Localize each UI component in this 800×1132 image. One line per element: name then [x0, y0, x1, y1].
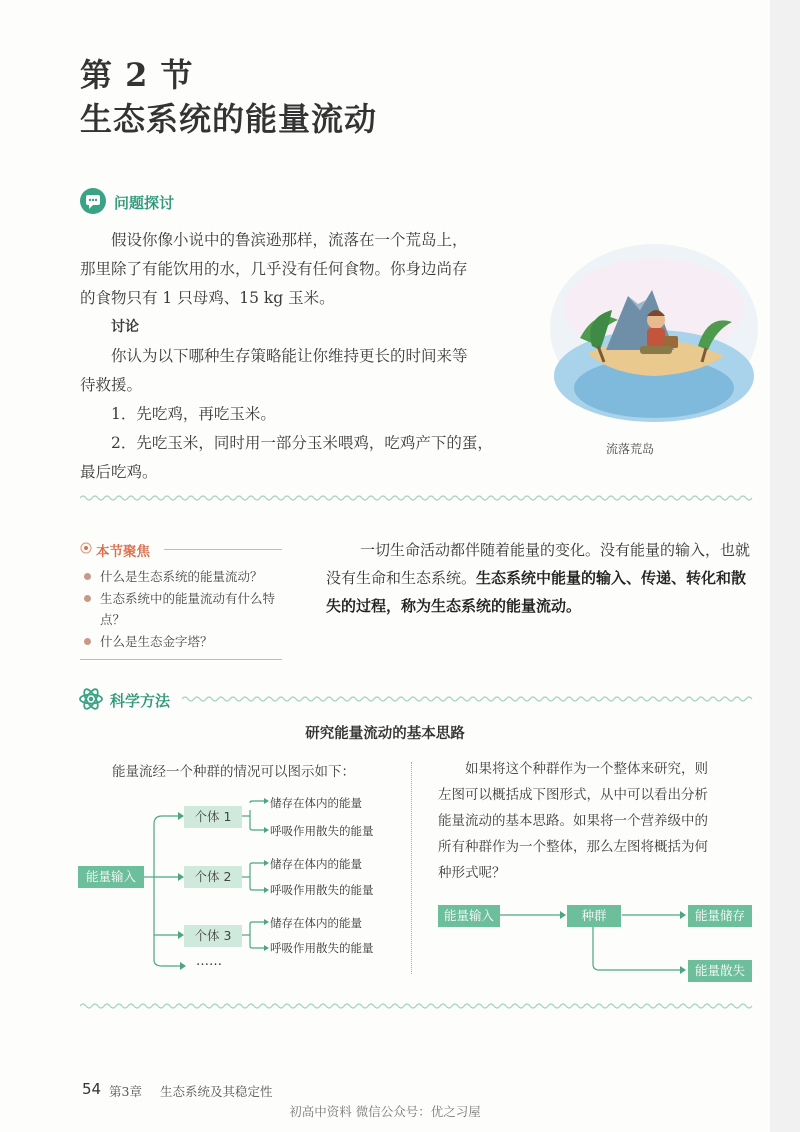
- respired-energy-label: 呼吸作用散失的能量: [270, 824, 374, 838]
- right-text-line: 能量流动的基本思路。如果将一个营养级中的: [438, 813, 708, 829]
- summary-input-box: 能量输入: [438, 905, 500, 927]
- image-caption: 流落荒岛: [606, 442, 655, 456]
- individual-box: 个体 3: [184, 925, 242, 947]
- scenario-line: 假设你像小说中的鲁滨逊那样，流落在一个荒岛上，: [111, 231, 468, 249]
- focus-bottom-rule: [80, 659, 282, 660]
- option-2-line: 最后吃鸡。: [80, 463, 158, 481]
- summary-storage-box: 能量储存: [688, 905, 752, 927]
- page-edge: [770, 0, 800, 1132]
- summary-dissipation-box: 能量散失: [688, 960, 752, 982]
- method-wavy-rule: [182, 695, 756, 703]
- stored-energy-label: 储存在体内的能量: [270, 796, 362, 810]
- section-number: 第 2 节: [80, 56, 194, 94]
- scenario-line: 的食物只有 1 只母鸡、15 kg 玉米。: [80, 289, 335, 307]
- focus-item: 生态系统中的能量流动有什么特点？: [82, 588, 287, 630]
- intro-normal: 一切生命活动都伴随着能量的变化。没有能量的输入，也就没有生命和生态系统。: [326, 541, 751, 587]
- focus-heading: 本节聚焦: [96, 544, 150, 560]
- question-line: 你认为以下哪种生存策略能让你维持更长的时间来等: [111, 347, 468, 365]
- discussion-heading: 问题探讨: [114, 194, 175, 212]
- individual-box: 个体 1: [184, 806, 242, 828]
- focus-list: [82, 566, 287, 653]
- page-number: 54: [82, 1080, 102, 1098]
- right-text-line: 如果将这个种群作为一个整体来研究，则: [465, 761, 708, 777]
- stored-energy-label: 储存在体内的能量: [270, 916, 362, 930]
- right-text-line: 所有种群作为一个整体，那么左图将概括为何: [438, 839, 708, 855]
- stored-energy-label: 储存在体内的能量: [270, 857, 362, 871]
- ellipsis: ……: [196, 954, 222, 969]
- focus-item: 什么是生态系统的能量流动？: [82, 566, 287, 587]
- section-title: 生态系统的能量流动: [80, 100, 378, 138]
- chapter-name: 生态系统及其稳定性: [160, 1084, 273, 1099]
- atom-icon: [78, 686, 104, 712]
- discuss-label: 讨论: [111, 319, 139, 335]
- option-1: 1．先吃鸡，再吃玉米。: [111, 405, 276, 423]
- island-illustration: [548, 238, 760, 434]
- column-divider: [411, 762, 412, 974]
- method-heading: 科学方法: [110, 692, 171, 710]
- diagram-title: 研究能量流动的基本思路: [305, 726, 465, 742]
- method-right-text: [438, 756, 756, 886]
- right-text-line: 左图可以概括成下图形式，从中可以看出分析: [438, 787, 708, 803]
- right-text-line: 种形式呢？: [438, 865, 506, 881]
- focus-rule: [164, 549, 282, 550]
- focus-item: 什么是生态金字塔？: [82, 631, 287, 652]
- watermark-text: 初高中资料 微信公众号：优之习屋: [289, 1104, 481, 1119]
- individual-box: 个体 2: [184, 866, 242, 888]
- intro-paragraph: [326, 536, 756, 620]
- discussion-text: [80, 226, 530, 487]
- wavy-divider-bottom: [80, 1002, 756, 1010]
- summary-population-box: 种群: [567, 905, 621, 927]
- intro-definition: 生态系统中能量的输入、传递、转化和散失的过程，称为生态系统的能量流动。: [326, 569, 747, 615]
- respired-energy-label: 呼吸作用散失的能量: [270, 941, 374, 955]
- question-line: 待救援。: [80, 376, 143, 394]
- option-2-line: 2．先吃玉米，同时用一部分玉米喂鸡，吃鸡产下的蛋，: [111, 434, 493, 452]
- energy-input-box: 能量输入: [78, 866, 144, 888]
- wavy-divider: [80, 494, 756, 502]
- scenario-line: 那里除了有能饮用的水，几乎没有任何食物。你身边尚存: [80, 260, 468, 278]
- chat-bubble-icon: [80, 188, 106, 214]
- focus-bullet-icon: [80, 542, 92, 554]
- diagram-lead: 能量流经一个种群的情况可以图示如下：: [112, 764, 355, 780]
- respired-energy-label: 呼吸作用散失的能量: [270, 883, 374, 897]
- chapter-label: 第3章: [109, 1084, 142, 1099]
